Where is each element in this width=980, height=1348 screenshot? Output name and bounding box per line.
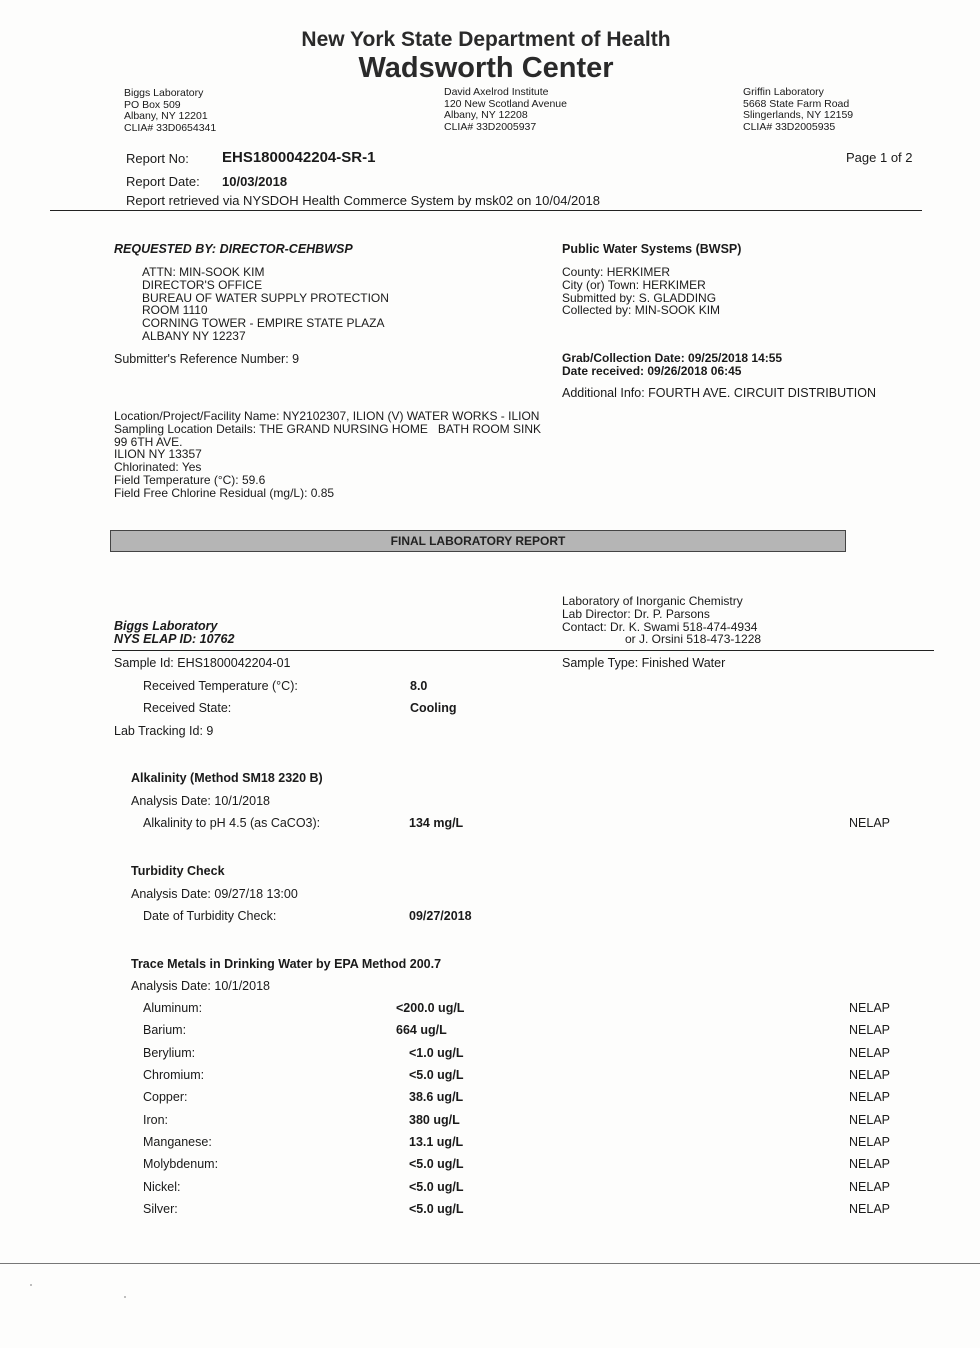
certification: NELAP xyxy=(849,1113,890,1127)
lab-address-line: David Axelrod Institute xyxy=(444,86,549,98)
report-date-value: 10/03/2018 xyxy=(222,174,288,189)
grab-collection-date: Grab/Collection Date: 09/25/2018 14:55 xyxy=(562,351,783,365)
lab-address-line: CLIA# 33D0654341 xyxy=(124,121,217,134)
analyte-value: <5.0 ug/L xyxy=(409,1202,464,1216)
table-row xyxy=(143,1068,903,1086)
address-line: CORNING TOWER - EMPIRE STATE PLAZA xyxy=(142,316,385,331)
final-report-banner: FINAL LABORATORY REPORT xyxy=(110,530,846,552)
location-line: Field Free Chlorine Residual (mg/L): 0.85 xyxy=(114,485,335,500)
certification: NELAP xyxy=(849,1046,890,1060)
location-line: Chlorinated: Yes xyxy=(114,460,202,475)
lab-address-line: Griffin Laboratory xyxy=(743,86,824,98)
location-line: Field Temperature (°C): 59.6 xyxy=(114,472,266,487)
analyte-value: <5.0 ug/L xyxy=(409,1068,464,1082)
department-title: New York State Department of Health xyxy=(301,28,671,51)
received-state-label: Received State: xyxy=(143,701,232,715)
lab-address-line: CLIA# 33D2005937 xyxy=(444,120,537,133)
table-row xyxy=(143,1157,903,1175)
pws-line: City (or) Town: HERKIMER xyxy=(562,277,706,292)
submitter-reference: Submitter's Reference Number: 9 xyxy=(114,352,300,366)
pws-line: County: HERKIMER xyxy=(562,265,671,279)
page-number: Page 1 of 2 xyxy=(846,150,913,165)
biggs-lab-name: Biggs Laboratory xyxy=(114,619,218,633)
analyte-name: Alkalinity to pH 4.5 (as CaCO3): xyxy=(143,816,321,830)
lab-address-line: Albany, NY 12201 xyxy=(124,110,208,122)
header-divider xyxy=(50,210,922,211)
turbidity-analysis-date: Analysis Date: 09/27/18 13:00 xyxy=(131,887,298,901)
received-temp-label: Received Temperature (°C): xyxy=(143,679,298,693)
metals-analysis-date: Analysis Date: 10/1/2018 xyxy=(131,979,270,993)
scan-speck xyxy=(30,1284,32,1286)
table-row xyxy=(143,1023,903,1041)
pws-line: Collected by: MIN-SOOK KIM xyxy=(562,303,721,318)
certification: NELAP xyxy=(849,1202,890,1216)
analyte-value: 38.6 ug/L xyxy=(409,1090,464,1104)
address-line: ALBANY NY 12237 xyxy=(142,328,246,343)
received-temp-value: 8.0 xyxy=(410,679,428,693)
lab-address-griffin xyxy=(743,87,853,133)
table-row xyxy=(143,909,903,927)
collection-dates xyxy=(562,352,782,378)
address-line: DIRECTOR'S OFFICE xyxy=(142,277,263,292)
certification: NELAP xyxy=(849,1023,890,1037)
elap-id: NYS ELAP ID: 10762 xyxy=(114,632,235,646)
additional-info: Additional Info: FOURTH AVE. CIRCUIT DISTRIBUTION xyxy=(562,386,876,400)
analyte-value: <1.0 ug/L xyxy=(409,1046,464,1060)
lab-address-line: Slingerlands, NY 12159 xyxy=(743,109,854,121)
scan-speck xyxy=(124,1296,126,1298)
pws-line: Submitted by: S. GLADDING xyxy=(562,290,717,305)
sample-id: Sample Id: EHS1800042204-01 xyxy=(114,656,291,670)
sample-type: Sample Type: Finished Water xyxy=(562,656,726,670)
report-no-label: Report No: xyxy=(126,151,189,166)
analyte-name: Copper: xyxy=(143,1090,188,1104)
analyte-name: Chromium: xyxy=(143,1068,205,1082)
analyte-value: 134 mg/L xyxy=(409,816,464,830)
certification: NELAP xyxy=(849,1180,890,1194)
analyte-value: 380 ug/L xyxy=(409,1113,460,1127)
report-date-label: Report Date: xyxy=(126,174,200,189)
analyte-name: Berylium: xyxy=(143,1046,196,1060)
location-line: Sampling Location Details: THE GRAND NURSING HOME BATH ROOM SINK xyxy=(114,421,541,436)
table-row xyxy=(143,1001,903,1019)
analyte-name: Silver: xyxy=(143,1202,178,1216)
lab-address-line: PO Box 509 xyxy=(124,98,181,111)
certification: NELAP xyxy=(849,1001,890,1015)
location-line: ILION NY 13357 xyxy=(114,447,202,462)
address-line: ROOM 1110 xyxy=(142,303,208,318)
analyte-value: <5.0 ug/L xyxy=(409,1180,464,1194)
lab-contact-line: or J. Orsini 518-473-1228 xyxy=(625,632,762,647)
lab-contact-line: Contact: Dr. K. Swami 518-474-4934 xyxy=(562,619,758,634)
location-details xyxy=(114,410,541,500)
received-state-value: Cooling xyxy=(410,701,457,715)
analyte-name: Aluminum: xyxy=(143,1001,203,1015)
certification: NELAP xyxy=(849,816,890,830)
lab-address-line: CLIA# 33D2005935 xyxy=(743,120,836,133)
turbidity-section-title: Turbidity Check xyxy=(131,864,225,878)
analyte-name: Barium: xyxy=(143,1023,187,1037)
alkalinity-analysis-date: Analysis Date: 10/1/2018 xyxy=(131,794,270,808)
requester-address xyxy=(142,266,389,343)
location-line: 99 6TH AVE. xyxy=(114,434,183,449)
certification: NELAP xyxy=(849,1090,890,1104)
lab-contact-line: Lab Director: Dr. P. Parsons xyxy=(562,606,710,621)
analyte-name: Nickel: xyxy=(143,1180,181,1194)
lab-address-axelrod xyxy=(444,87,567,133)
analyte-value: <5.0 ug/L xyxy=(409,1157,464,1171)
lab-address-biggs xyxy=(124,88,216,134)
analyte-name: Date of Turbidity Check: xyxy=(143,909,277,923)
analyte-value: 664 ug/L xyxy=(396,1023,447,1037)
table-row xyxy=(143,1090,903,1108)
analyte-value: <200.0 ug/L xyxy=(396,1001,465,1015)
certification: NELAP xyxy=(849,1068,890,1082)
scan-edge xyxy=(0,1263,980,1264)
lab-address-line: Biggs Laboratory xyxy=(124,87,204,99)
analyte-name: Manganese: xyxy=(143,1135,212,1149)
lab-address-line: 5668 State Farm Road xyxy=(743,97,850,110)
lab-address-line: Albany, NY 12208 xyxy=(444,109,528,121)
pws-title: Public Water Systems (BWSP) xyxy=(562,242,742,256)
table-row xyxy=(143,1202,903,1220)
location-line: Location/Project/Facility Name: NY2102307, ILION (V) WATER WORKS - ILION xyxy=(114,409,540,423)
requested-by-title: REQUESTED BY: DIRECTOR-CEHBWSP xyxy=(114,242,353,256)
certification: NELAP xyxy=(849,1135,890,1149)
lab-address-line: 120 New Scotland Avenue xyxy=(444,97,567,110)
address-line: BUREAU OF WATER SUPPLY PROTECTION xyxy=(142,290,389,305)
table-row xyxy=(143,1046,903,1064)
table-row xyxy=(143,1135,903,1153)
lab-contact xyxy=(562,595,761,646)
pws-details xyxy=(562,266,720,317)
address-line: ATTN: MIN-SOOK KIM xyxy=(142,265,265,279)
metals-section-title: Trace Metals in Drinking Water by EPA Method 200.7 xyxy=(131,957,442,971)
date-received: Date received: 09/26/2018 06:45 xyxy=(562,363,742,378)
center-title: Wadsworth Center xyxy=(358,52,614,84)
table-row xyxy=(143,1180,903,1198)
certification: NELAP xyxy=(849,1157,890,1171)
table-row xyxy=(143,1113,903,1131)
analyte-value: 09/27/2018 xyxy=(409,909,472,923)
report-retrieved: Report retrieved via NYSDOH Health Commerce System by msk02 on 10/04/2018 xyxy=(126,193,600,208)
analyte-name: Molybdenum: xyxy=(143,1157,219,1171)
lab-contact-line: Laboratory of Inorganic Chemistry xyxy=(562,594,743,608)
analyte-name: Iron: xyxy=(143,1113,169,1127)
lab-tracking-id: Lab Tracking Id: 9 xyxy=(114,724,214,738)
table-row xyxy=(143,816,903,834)
lab-divider xyxy=(112,650,934,651)
report-no-value: EHS1800042204-SR-1 xyxy=(222,149,376,166)
alkalinity-section-title: Alkalinity (Method SM18 2320 B) xyxy=(131,771,323,785)
analyte-value: 13.1 ug/L xyxy=(409,1135,464,1149)
